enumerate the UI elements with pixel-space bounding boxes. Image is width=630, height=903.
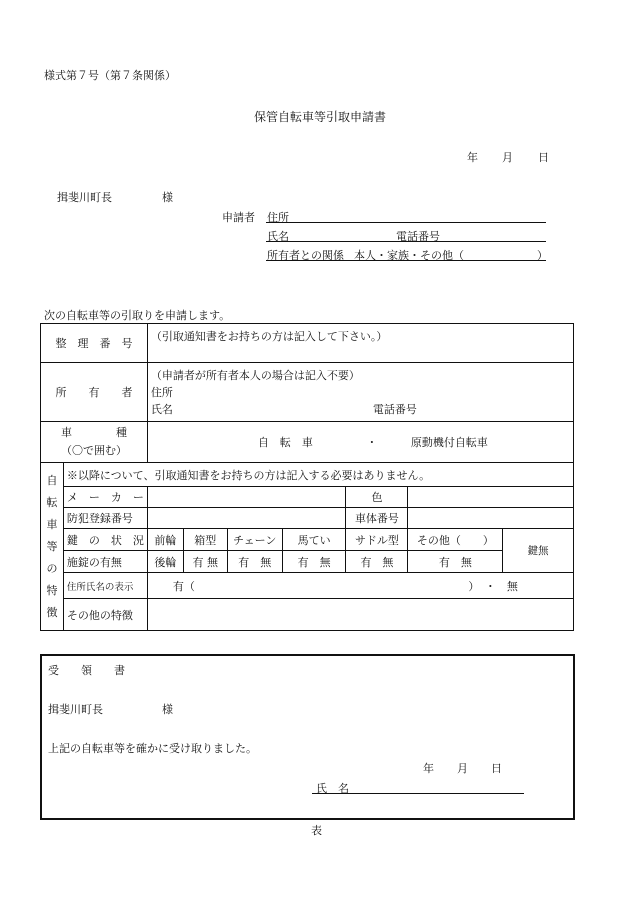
other-features-field[interactable] — [147, 599, 573, 631]
receipt-text: 上記の自転車等を確かに受け取りました。 — [48, 742, 257, 755]
type-row — [41, 422, 574, 463]
date-year: 年 — [467, 151, 478, 164]
lock-row — [41, 551, 574, 573]
color-label: 色 — [346, 487, 408, 508]
relation-options: 本人・家族・その他（ — [354, 249, 464, 262]
intro-text: 次の自転車等の引取りを申請します。 — [44, 309, 231, 322]
receipt-box — [40, 654, 575, 820]
type-separator: ・ — [366, 436, 378, 449]
bouhan-field[interactable] — [147, 508, 346, 529]
body-no-label: 車体番号 — [346, 508, 408, 529]
lock-horseshoe-yes-no[interactable]: 有 無 — [282, 551, 346, 573]
honorific: 様 — [162, 191, 173, 204]
applicant-address-field[interactable] — [266, 222, 546, 223]
form-title: 保管自転車等引取申請書 — [254, 110, 387, 124]
seiri-label: 整 理 番 号 — [41, 324, 148, 363]
owner-label: 所 有 者 — [41, 363, 148, 422]
rear-wheel-label: 後輪 — [147, 551, 183, 573]
applicant-phone-label: 電話番号 — [396, 230, 440, 243]
addressee: 揖斐川町長 — [57, 191, 112, 204]
address-display-field[interactable] — [147, 573, 573, 599]
lock-box-yes-no[interactable]: 有 無 — [183, 551, 227, 573]
seiri-note: （引取通知書をお持ちの方は記入して下さい。） — [150, 330, 388, 343]
applicant-address-label: 住所 — [267, 211, 289, 224]
maker-field[interactable] — [147, 487, 346, 508]
date-day: 日 — [538, 151, 549, 164]
owner-field[interactable] — [147, 363, 573, 422]
type-sub-label: （〇で囲む） — [60, 444, 127, 457]
address-display-row — [41, 573, 574, 599]
bouhan-row — [41, 508, 574, 529]
features-note: ※以降について、引取通知書をお持ちの方は記入する必要はありません。 — [63, 463, 573, 487]
body-no-field[interactable] — [408, 508, 574, 529]
receipt-name-field[interactable] — [312, 793, 524, 794]
receipt-title: 受 領 書 — [48, 664, 125, 677]
key-type-horseshoe: 馬てい — [282, 529, 346, 551]
seiri-row — [41, 324, 574, 363]
lock-saddle-yes-no[interactable]: 有 無 — [346, 551, 408, 573]
applicant-label: 申請者 — [222, 211, 255, 224]
key-type-other: その他（ ） — [408, 529, 503, 551]
key-type-chain: チェーン — [227, 529, 282, 551]
owner-address-label: 住所 — [150, 385, 173, 399]
page-side-label: 表 — [311, 824, 322, 837]
application-table — [40, 323, 574, 631]
lock-other-yes-no[interactable]: 有 無 — [408, 551, 503, 573]
features-note-row — [41, 463, 574, 487]
key-status-label: 鍵 の 状 況 — [63, 529, 147, 551]
lock-label: 施錠の有無 — [63, 551, 147, 573]
receipt-date-day: 日 — [491, 762, 502, 775]
address-display-label: 住所氏名の表示 — [63, 573, 147, 599]
front-wheel-label: 前輪 — [147, 529, 183, 551]
receipt-date-year: 年 — [423, 762, 434, 775]
receipt-name-label: 氏 名 — [316, 782, 349, 795]
receipt-addressee: 揖斐川町長 — [48, 703, 103, 716]
features-side-label: 自 転 車 等 の 特 徴 — [41, 463, 64, 631]
type-moped[interactable]: 原動機付自転車 — [410, 436, 488, 449]
address-display-yes[interactable]: 有（ — [172, 579, 195, 593]
relation-label: 所有者との関係 — [267, 249, 344, 262]
owner-name-label: 氏名 — [150, 402, 173, 416]
other-features-row — [41, 599, 574, 631]
other-features-label: その他の特徴 — [63, 599, 147, 631]
date-month: 月 — [502, 151, 513, 164]
applicant-name-label: 氏名 — [267, 230, 289, 243]
key-row — [41, 529, 574, 551]
relation-close: ） — [537, 249, 548, 262]
owner-note: （申請者が所有者本人の場合は記入不要） — [150, 368, 360, 382]
relation-field[interactable] — [266, 260, 546, 261]
bouhan-label: 防犯登録番号 — [63, 508, 147, 529]
no-key-label[interactable]: 鍵無 — [503, 529, 574, 573]
maker-label: メ ー カ ー — [63, 487, 147, 508]
color-field[interactable] — [408, 487, 574, 508]
form-number: 様式第７号（第７条関係） — [44, 69, 176, 82]
type-label: 車 種 — [60, 426, 127, 439]
type-label-cell — [41, 422, 148, 463]
type-options[interactable] — [147, 422, 573, 463]
maker-row — [41, 487, 574, 508]
owner-row — [41, 363, 574, 422]
key-type-box: 箱型 — [183, 529, 227, 551]
type-bicycle[interactable]: 自 転 車 — [257, 436, 313, 449]
owner-phone-label: 電話番号 — [372, 402, 417, 416]
key-type-saddle: サドル型 — [346, 529, 408, 551]
lock-chain-yes-no[interactable]: 有 無 — [227, 551, 282, 573]
seiri-field[interactable] — [147, 324, 573, 363]
address-display-no[interactable]: ） ・ 無 — [468, 579, 518, 593]
applicant-name-field[interactable] — [266, 241, 546, 242]
receipt-date-month: 月 — [457, 762, 468, 775]
receipt-honorific: 様 — [162, 703, 173, 716]
